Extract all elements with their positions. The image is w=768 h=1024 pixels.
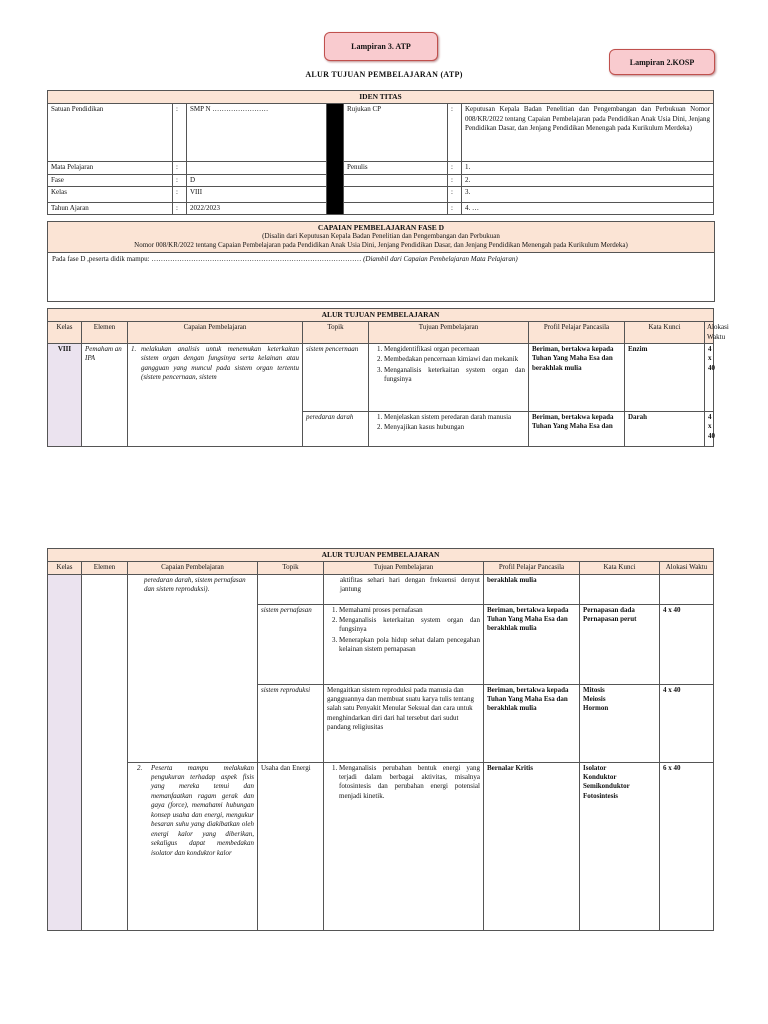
col-capaian: Capaian Pembelajaran [128, 322, 303, 344]
blank [344, 203, 448, 215]
cp2-cell [128, 762, 258, 930]
profil-cell: Beriman, bertakwa kepada Tuhan Yang Maha Esa dan berakhlak mulia [529, 344, 625, 412]
waktu-cell: 4 x 40 [705, 412, 714, 447]
topik-cell: Usaha dan Energi [258, 762, 324, 930]
tujuan-cell: aktifitas sehari hari dengan frekuensi denyut jantung [324, 574, 484, 604]
tujuan-item: 1. Menganalisis perubahan bentuk energi yang terjadi dalam berbagai aktivitas, misalnya fotosintesis dan perubahan energi potensial menjadi kinetik. [339, 764, 480, 802]
sep: : [448, 104, 462, 162]
kelas-cell: VIII [48, 344, 82, 447]
blank [344, 174, 448, 186]
waktu-cell: 4 x 40 [705, 344, 714, 412]
profil-cell: Bernalar Kritis [484, 762, 580, 930]
kunci-cell [580, 574, 660, 604]
waktu-cell [660, 574, 714, 604]
col-kunci: Kata Kunci [625, 322, 705, 344]
tujuan-cell: Mengaitkan sistem reproduksi pada manusia dan gangguannya dan membuat suatu karya tulis tentang salah satu Penyakit Menular Seksual dan cara untuk menghindarkan diri dari hal tersebut dari sudut pandang religiusitas [324, 684, 484, 762]
penulis-4: 4. … [462, 203, 714, 215]
atp-header: ALUR TUJUAN PEMBELAJARAN [48, 309, 714, 322]
tujuan-cell [324, 762, 484, 930]
kunci-item: Isolator [583, 763, 607, 772]
sep: : [448, 203, 462, 215]
penulis-2: 2. [462, 174, 714, 186]
capaian-line2: Nomor 008/KR/2022 tentang Capaian Pembelajaran pada Pendidikan Anak Usia Dini, Jenjang Pendidikan Dasar, dan Jenjang Pendidikan Menengah pada Kurikulum Merdeka) [134, 241, 628, 250]
tujuan-item: 2. Membedakan pencernaan kimiawi dan mekanik [384, 355, 525, 364]
kunci-cell: Enzim [625, 344, 705, 412]
fase-label: Fase [48, 174, 173, 186]
waktu-cell: 4 x 40 [660, 604, 714, 684]
sep: : [173, 104, 187, 162]
kunci-item: Meiosis [583, 695, 606, 703]
lampiran-atp-badge: Lampiran 3. ATP [324, 32, 438, 61]
atp-table-1 [47, 308, 729, 447]
tujuan-cell [369, 344, 529, 412]
page-title: ALUR TUJUAN PEMBELAJARAN (ATP) [305, 70, 463, 79]
lampiran-kosp-badge: Lampiran 2.KOSP [609, 49, 715, 75]
col-tujuan: Tujuan Pembelajaran [369, 322, 529, 344]
rujukan-label: Rujukan CP [344, 104, 448, 162]
cp-cell [128, 344, 303, 447]
kelas-value: VIII [187, 187, 327, 203]
col-kelas: Kelas [48, 322, 82, 344]
cp2-number: 2. [137, 763, 143, 772]
tujuan-item: 1. Mengidentifikasi organ pecernaan [384, 345, 525, 354]
fase-value: D [187, 174, 327, 186]
topik-cell: peredaran darah [303, 412, 369, 447]
capaian-line1: (Disalin dari Keputusan Kepala Badan Penelitian dan Pengembangan dan Perbukuan [262, 232, 500, 241]
tujuan-cell [324, 604, 484, 684]
kunci-item: Fotosintesis [583, 791, 618, 800]
elemen-cell [82, 574, 128, 930]
sep: : [173, 162, 187, 174]
waktu-cell: 4 x 40 [660, 684, 714, 762]
sep: : [173, 187, 187, 203]
blank [344, 187, 448, 203]
penulis-1: 1. [462, 162, 714, 174]
kunci-cell [580, 762, 660, 930]
satuan-label: Satuan Pendidikan [48, 104, 173, 162]
col-tujuan: Tujuan Pembelajaran [324, 562, 484, 574]
tujuan-item: 3. Menerapkan pola hidup sehat dalam pencegahan kelainan sistem pernapasan [339, 636, 480, 655]
topik-cell: sistem pernafasan [258, 604, 324, 684]
sep: : [173, 203, 187, 215]
tahun-value: 2022/2023 [187, 203, 327, 215]
capaian-title: CAPAIAN PEMBELAJARAN FASE D [317, 223, 445, 232]
kunci-item: Konduktor [583, 773, 617, 781]
col-kelas: Kelas [48, 562, 82, 574]
col-profil: Profil Pelajar Pancasila [484, 562, 580, 574]
mapel-label: Mata Pelajaran [48, 162, 173, 174]
waktu-cell: 6 x 40 [660, 762, 714, 930]
capaian-prefix: Pada fase D ,peserta didik mampu: ……………………………………………………………………………… [52, 254, 362, 263]
tujuan-item: 1. Memahami proses pernafasan [339, 606, 480, 615]
elemen-cell: Pemaham an IPA [82, 344, 128, 447]
atp-header: ALUR TUJUAN PEMBELAJARAN [48, 549, 714, 562]
atp-table-2 [47, 548, 714, 931]
cp-number: 1. [131, 345, 137, 353]
topik-cell [258, 574, 324, 604]
col-elemen: Elemen [82, 322, 128, 344]
kelas-label: Kelas [48, 187, 173, 203]
profil-cell: Beriman, bertakwa kepada Tuhan Yang Maha Esa dan berakhlak mulia [484, 684, 580, 762]
tahun-label: Tahun Ajaran [48, 203, 173, 215]
col-topik: Topik [303, 322, 369, 344]
topik-cell: sistem reproduksi [258, 684, 324, 762]
cp2-text: Peserta mampu melakukan pengukuran terhadap aspek fisis yang mereka temui dan memanfaatkan ragam gerak dan gaya (force), memahami hubungan konsep usaha dan energi, mengukur besaran suhu yang diakibatkan oleh energi kalor yang diberikan, sekaligus dapat membedakan isolator dan konduktor kalor [151, 763, 254, 857]
kunci-item: Mitosis [583, 685, 605, 694]
profil-cell: berakhlak mulia [484, 574, 580, 604]
satuan-value: SMP N …………………… [187, 104, 327, 162]
tujuan-item: 3. Menganalisis keterkaitan system organ dan fungsinya [384, 366, 525, 385]
kunci-item: Semikonduktor [583, 782, 630, 791]
col-elemen: Elemen [82, 562, 128, 574]
profil-cell: Beriman, bertakwa kepada Tuhan Yang Maha Esa dan [529, 412, 625, 447]
capaian-body [48, 253, 714, 265]
col-waktu: Alokasi Waktu [705, 322, 714, 344]
capaian-note: (Diambil dari Capaian Pembelajaran Mata Pelajaran) [363, 254, 518, 263]
cp-text: melakukan analisis untuk menemukan keterkaitan sistem organ dengan fungsinya serta kelainan atau gangguan yang muncul pada sistem organ tertentu (sistem pencernaan, sistem [141, 345, 299, 382]
capaian-header [48, 222, 714, 253]
identitas-header: IDEN TITAS [48, 91, 714, 104]
penulis-label: Penulis [344, 162, 448, 174]
kunci-cell: Pernapasan dada Pernapasan perut [580, 604, 660, 684]
tujuan-cell [369, 412, 529, 447]
capaian-box [47, 221, 715, 302]
col-kunci: Kata Kunci [580, 562, 660, 574]
mapel-value [187, 162, 327, 174]
sep: : [448, 187, 462, 203]
rujukan-value: Keputusan Kepala Badan Penelitian dan Pengembangan dan Perbukuan Nomor 008/KR/2022 tentang Capaian Pembelajaran pada Pendidikan Anak Usia Dini, Jenjang Pendidikan Dasar, dan Jenjang Pendidikan Menengah pada Kurikulum Merdeka) [462, 104, 714, 162]
sep: : [448, 162, 462, 174]
kunci-cell: Darah [625, 412, 705, 447]
col-profil: Profil Pelajar Pancasila [529, 322, 625, 344]
black-divider [327, 104, 344, 215]
sep: : [173, 174, 187, 186]
kelas-cell [48, 574, 82, 930]
col-capaian: Capaian Pembelajaran [128, 562, 258, 574]
tujuan-item: 1. Menjelaskan sistem peredaran darah manusia [384, 413, 525, 422]
tujuan-item: 2. Menyajikan kasus hubungan [384, 423, 525, 432]
identitas-table [47, 90, 714, 215]
col-topik: Topik [258, 562, 324, 574]
topik-cell: sistem pencernaan [303, 344, 369, 412]
cp-cell: peredaran darah, sistem pernafasan dan sistem reproduksi). [128, 574, 258, 762]
kunci-cell [580, 684, 660, 762]
tujuan-item: 2. Menganalisis keterkaitan system organ dan fungsinya [339, 616, 480, 635]
col-waktu: Alokasi Waktu [660, 562, 714, 574]
profil-cell: Beriman, bertakwa kepada Tuhan Yang Maha Esa dan berakhlak mulia [484, 604, 580, 684]
penulis-3: 3. [462, 187, 714, 203]
sep: : [448, 174, 462, 186]
kunci-item: Hormon [583, 704, 609, 713]
